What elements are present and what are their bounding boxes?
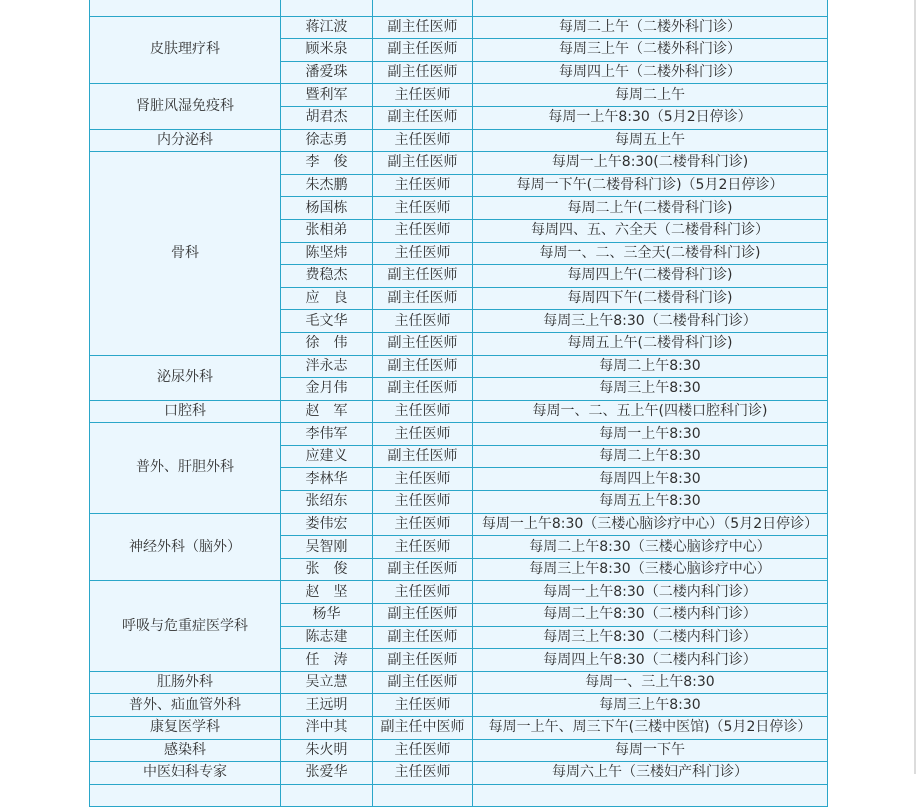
doctor-name-cell: 张 俊 — [281, 558, 373, 581]
table-row — [90, 739, 828, 762]
doctor-name-cell: 应 良 — [281, 287, 373, 310]
department-cell: 中医妇科专家 — [90, 762, 281, 785]
doctor-name-cell: 吴智刚 — [281, 536, 373, 559]
schedule-cell: 每周二上午 — [473, 84, 828, 107]
department-cell — [90, 784, 281, 807]
doctor-title-cell: 主任医师 — [373, 694, 473, 717]
doctor-name-cell: 任 涛 — [281, 649, 373, 672]
doctor-title-cell: 主任医师 — [373, 310, 473, 333]
doctor-title-cell: 副主任医师 — [373, 39, 473, 62]
schedule-cell: 每周五上午8:30 — [473, 491, 828, 514]
doctor-title-cell: 主任医师 — [373, 491, 473, 514]
doctor-name-cell: 杨华 — [281, 604, 373, 627]
doctor-name-cell: 杨国栋 — [281, 197, 373, 220]
doctor-title-cell: 副主任医师 — [373, 558, 473, 581]
doctor-title-cell: 副主任医师 — [373, 265, 473, 288]
doctor-name-cell: 毛文华 — [281, 310, 373, 333]
table-row — [90, 694, 828, 717]
doctor-name-cell: 朱火明 — [281, 739, 373, 762]
department-cell: 普外、肝胆外科 — [90, 423, 281, 513]
schedule-cell — [473, 0, 828, 16]
schedule-cell: 每周一上午8:30（5月2日停诊） — [473, 106, 828, 129]
department-cell: 肛肠外科 — [90, 671, 281, 694]
department-cell — [90, 0, 281, 16]
doctor-title-cell: 副主任医师 — [373, 61, 473, 84]
schedule-cell: 每周五上午 — [473, 129, 828, 152]
doctor-title-cell: 副主任医师 — [373, 287, 473, 310]
doctor-title-cell: 主任医师 — [373, 84, 473, 107]
table-row — [90, 355, 828, 378]
table-row — [90, 152, 828, 175]
doctor-name-cell: 赵 坚 — [281, 581, 373, 604]
department-cell: 口腔科 — [90, 400, 281, 423]
schedule-cell: 每周一、三上午8:30 — [473, 671, 828, 694]
doctor-name-cell: 费稳杰 — [281, 265, 373, 288]
doctor-name-cell: 李伟军 — [281, 423, 373, 446]
doctor-name-cell: 李林华 — [281, 468, 373, 491]
schedule-cell: 每周一、二、三全天(二楼骨科门诊) — [473, 242, 828, 265]
doctor-title-cell: 副主任中医师 — [373, 717, 473, 740]
doctor-title-cell — [373, 784, 473, 807]
doctor-title-cell: 副主任医师 — [373, 671, 473, 694]
schedule-cell: 每周三上午（二楼外科门诊） — [473, 39, 828, 62]
doctor-title-cell: 副主任医师 — [373, 16, 473, 39]
schedule-cell: 每周二上午8:30 — [473, 355, 828, 378]
doctor-name-cell: 应建义 — [281, 445, 373, 468]
doctor-title-cell: 主任医师 — [373, 423, 473, 446]
doctor-name-cell: 金月伟 — [281, 378, 373, 401]
department-cell: 神经外科（脑外） — [90, 513, 281, 581]
doctor-title-cell: 主任医师 — [373, 400, 473, 423]
doctor-title-cell: 主任医师 — [373, 242, 473, 265]
doctor-title-cell: 副主任医师 — [373, 445, 473, 468]
doctor-name-cell: 赵 军 — [281, 400, 373, 423]
table-row — [90, 16, 828, 39]
left-margin — [0, 0, 88, 774]
department-cell: 骨科 — [90, 152, 281, 355]
doctor-name-cell: 王远明 — [281, 694, 373, 717]
schedule-cell: 每周一下午(二楼骨科门诊)（5月2日停诊） — [473, 174, 828, 197]
department-cell: 康复医学科 — [90, 717, 281, 740]
table-row — [90, 671, 828, 694]
doctor-title-cell — [373, 0, 473, 16]
table-row — [90, 0, 828, 16]
doctor-title-cell: 主任医师 — [373, 739, 473, 762]
doctor-title-cell: 副主任医师 — [373, 355, 473, 378]
doctor-name-cell: 李 俊 — [281, 152, 373, 175]
doctor-name-cell: 泮中其 — [281, 717, 373, 740]
schedule-cell: 每周二上午(二楼骨科门诊) — [473, 197, 828, 220]
schedule-cell: 每周五上午(二楼骨科门诊) — [473, 332, 828, 355]
schedule-cell: 每周三上午8:30（三楼心脑诊疗中心） — [473, 558, 828, 581]
right-margin — [827, 0, 916, 774]
department-cell: 呼吸与危重症医学科 — [90, 581, 281, 671]
schedule-cell: 每周一上午8:30（三楼心脑诊疗中心）（5月2日停诊） — [473, 513, 828, 536]
schedule-cell: 每周四上午8:30（二楼内科门诊） — [473, 649, 828, 672]
schedule-cell — [473, 784, 828, 807]
table-row — [90, 423, 828, 446]
doctor-name-cell: 泮永志 — [281, 355, 373, 378]
table-row — [90, 129, 828, 152]
doctor-title-cell: 主任医师 — [373, 197, 473, 220]
doctor-name-cell: 潘爱珠 — [281, 61, 373, 84]
department-cell: 泌尿外科 — [90, 355, 281, 400]
doctor-title-cell: 主任医师 — [373, 219, 473, 242]
table-row — [90, 581, 828, 604]
schedule-cell: 每周四上午(二楼骨科门诊) — [473, 265, 828, 288]
schedule-cell: 每周一下午 — [473, 739, 828, 762]
doctor-name-cell: 顾米泉 — [281, 39, 373, 62]
schedule-cell: 每周一上午、周三下午(三楼中医馆)（5月2日停诊） — [473, 717, 828, 740]
schedule-cell: 每周一上午8:30 — [473, 423, 828, 446]
schedule-cell: 每周三上午8:30 — [473, 378, 828, 401]
doctor-name-cell: 暨利军 — [281, 84, 373, 107]
schedule-cell: 每周六上午（三楼妇产科门诊） — [473, 762, 828, 785]
table-row — [90, 762, 828, 785]
doctor-title-cell: 副主任医师 — [373, 626, 473, 649]
department-cell: 内分泌科 — [90, 129, 281, 152]
doctor-name-cell: 张绍东 — [281, 491, 373, 514]
doctor-title-cell: 主任医师 — [373, 762, 473, 785]
schedule-cell: 每周三上午8:30（二楼内科门诊） — [473, 626, 828, 649]
doctor-name-cell: 娄伟宏 — [281, 513, 373, 536]
department-cell: 感染科 — [90, 739, 281, 762]
schedule-table-body — [90, 0, 828, 807]
schedule-cell: 每周二上午8:30 — [473, 445, 828, 468]
doctor-name-cell: 张相弟 — [281, 219, 373, 242]
table-row — [90, 400, 828, 423]
schedule-cell: 每周三上午8:30（二楼骨科门诊） — [473, 310, 828, 333]
table-row — [90, 513, 828, 536]
schedule-cell: 每周二上午8:30（三楼心脑诊疗中心） — [473, 536, 828, 559]
table-row — [90, 717, 828, 740]
doctor-title-cell: 主任医师 — [373, 513, 473, 536]
doctor-name-cell — [281, 0, 373, 16]
expert-schedule-table — [89, 0, 828, 807]
doctor-name-cell — [281, 784, 373, 807]
doctor-name-cell: 陈坚炜 — [281, 242, 373, 265]
doctor-title-cell: 副主任医师 — [373, 332, 473, 355]
department-cell: 肾脏风湿免疫科 — [90, 84, 281, 129]
doctor-name-cell: 蒋江波 — [281, 16, 373, 39]
doctor-title-cell: 副主任医师 — [373, 649, 473, 672]
doctor-name-cell: 徐志勇 — [281, 129, 373, 152]
doctor-title-cell: 主任医师 — [373, 174, 473, 197]
doctor-title-cell: 副主任医师 — [373, 604, 473, 627]
doctor-name-cell: 胡君杰 — [281, 106, 373, 129]
schedule-cell: 每周四、五、六全天（二楼骨科门诊） — [473, 219, 828, 242]
schedule-cell: 每周四上午8:30 — [473, 468, 828, 491]
doctor-title-cell: 主任医师 — [373, 129, 473, 152]
schedule-cell: 每周一、二、五上午(四楼口腔科门诊) — [473, 400, 828, 423]
doctor-title-cell: 主任医师 — [373, 536, 473, 559]
doctor-name-cell: 吴立慧 — [281, 671, 373, 694]
doctor-name-cell: 张爱华 — [281, 762, 373, 785]
schedule-cell: 每周四上午（二楼外科门诊） — [473, 61, 828, 84]
schedule-cell: 每周二上午8:30（二楼内科门诊） — [473, 604, 828, 627]
doctor-title-cell: 副主任医师 — [373, 152, 473, 175]
table-row — [90, 784, 828, 807]
doctor-title-cell: 主任医师 — [373, 468, 473, 491]
department-cell: 皮肤理疗科 — [90, 16, 281, 84]
table-row — [90, 84, 828, 107]
doctor-title-cell: 副主任医师 — [373, 106, 473, 129]
schedule-cell: 每周一上午8:30（二楼内科门诊） — [473, 581, 828, 604]
schedule-cell: 每周二上午（二楼外科门诊） — [473, 16, 828, 39]
doctor-name-cell: 朱杰鹏 — [281, 174, 373, 197]
schedule-cell: 每周四下午(二楼骨科门诊) — [473, 287, 828, 310]
schedule-cell: 每周一上午8:30(二楼骨科门诊) — [473, 152, 828, 175]
doctor-title-cell: 副主任医师 — [373, 378, 473, 401]
department-cell: 普外、疝血管外科 — [90, 694, 281, 717]
schedule-cell: 每周三上午8:30 — [473, 694, 828, 717]
doctor-title-cell: 主任医师 — [373, 581, 473, 604]
doctor-name-cell: 徐 伟 — [281, 332, 373, 355]
doctor-name-cell: 陈志建 — [281, 626, 373, 649]
